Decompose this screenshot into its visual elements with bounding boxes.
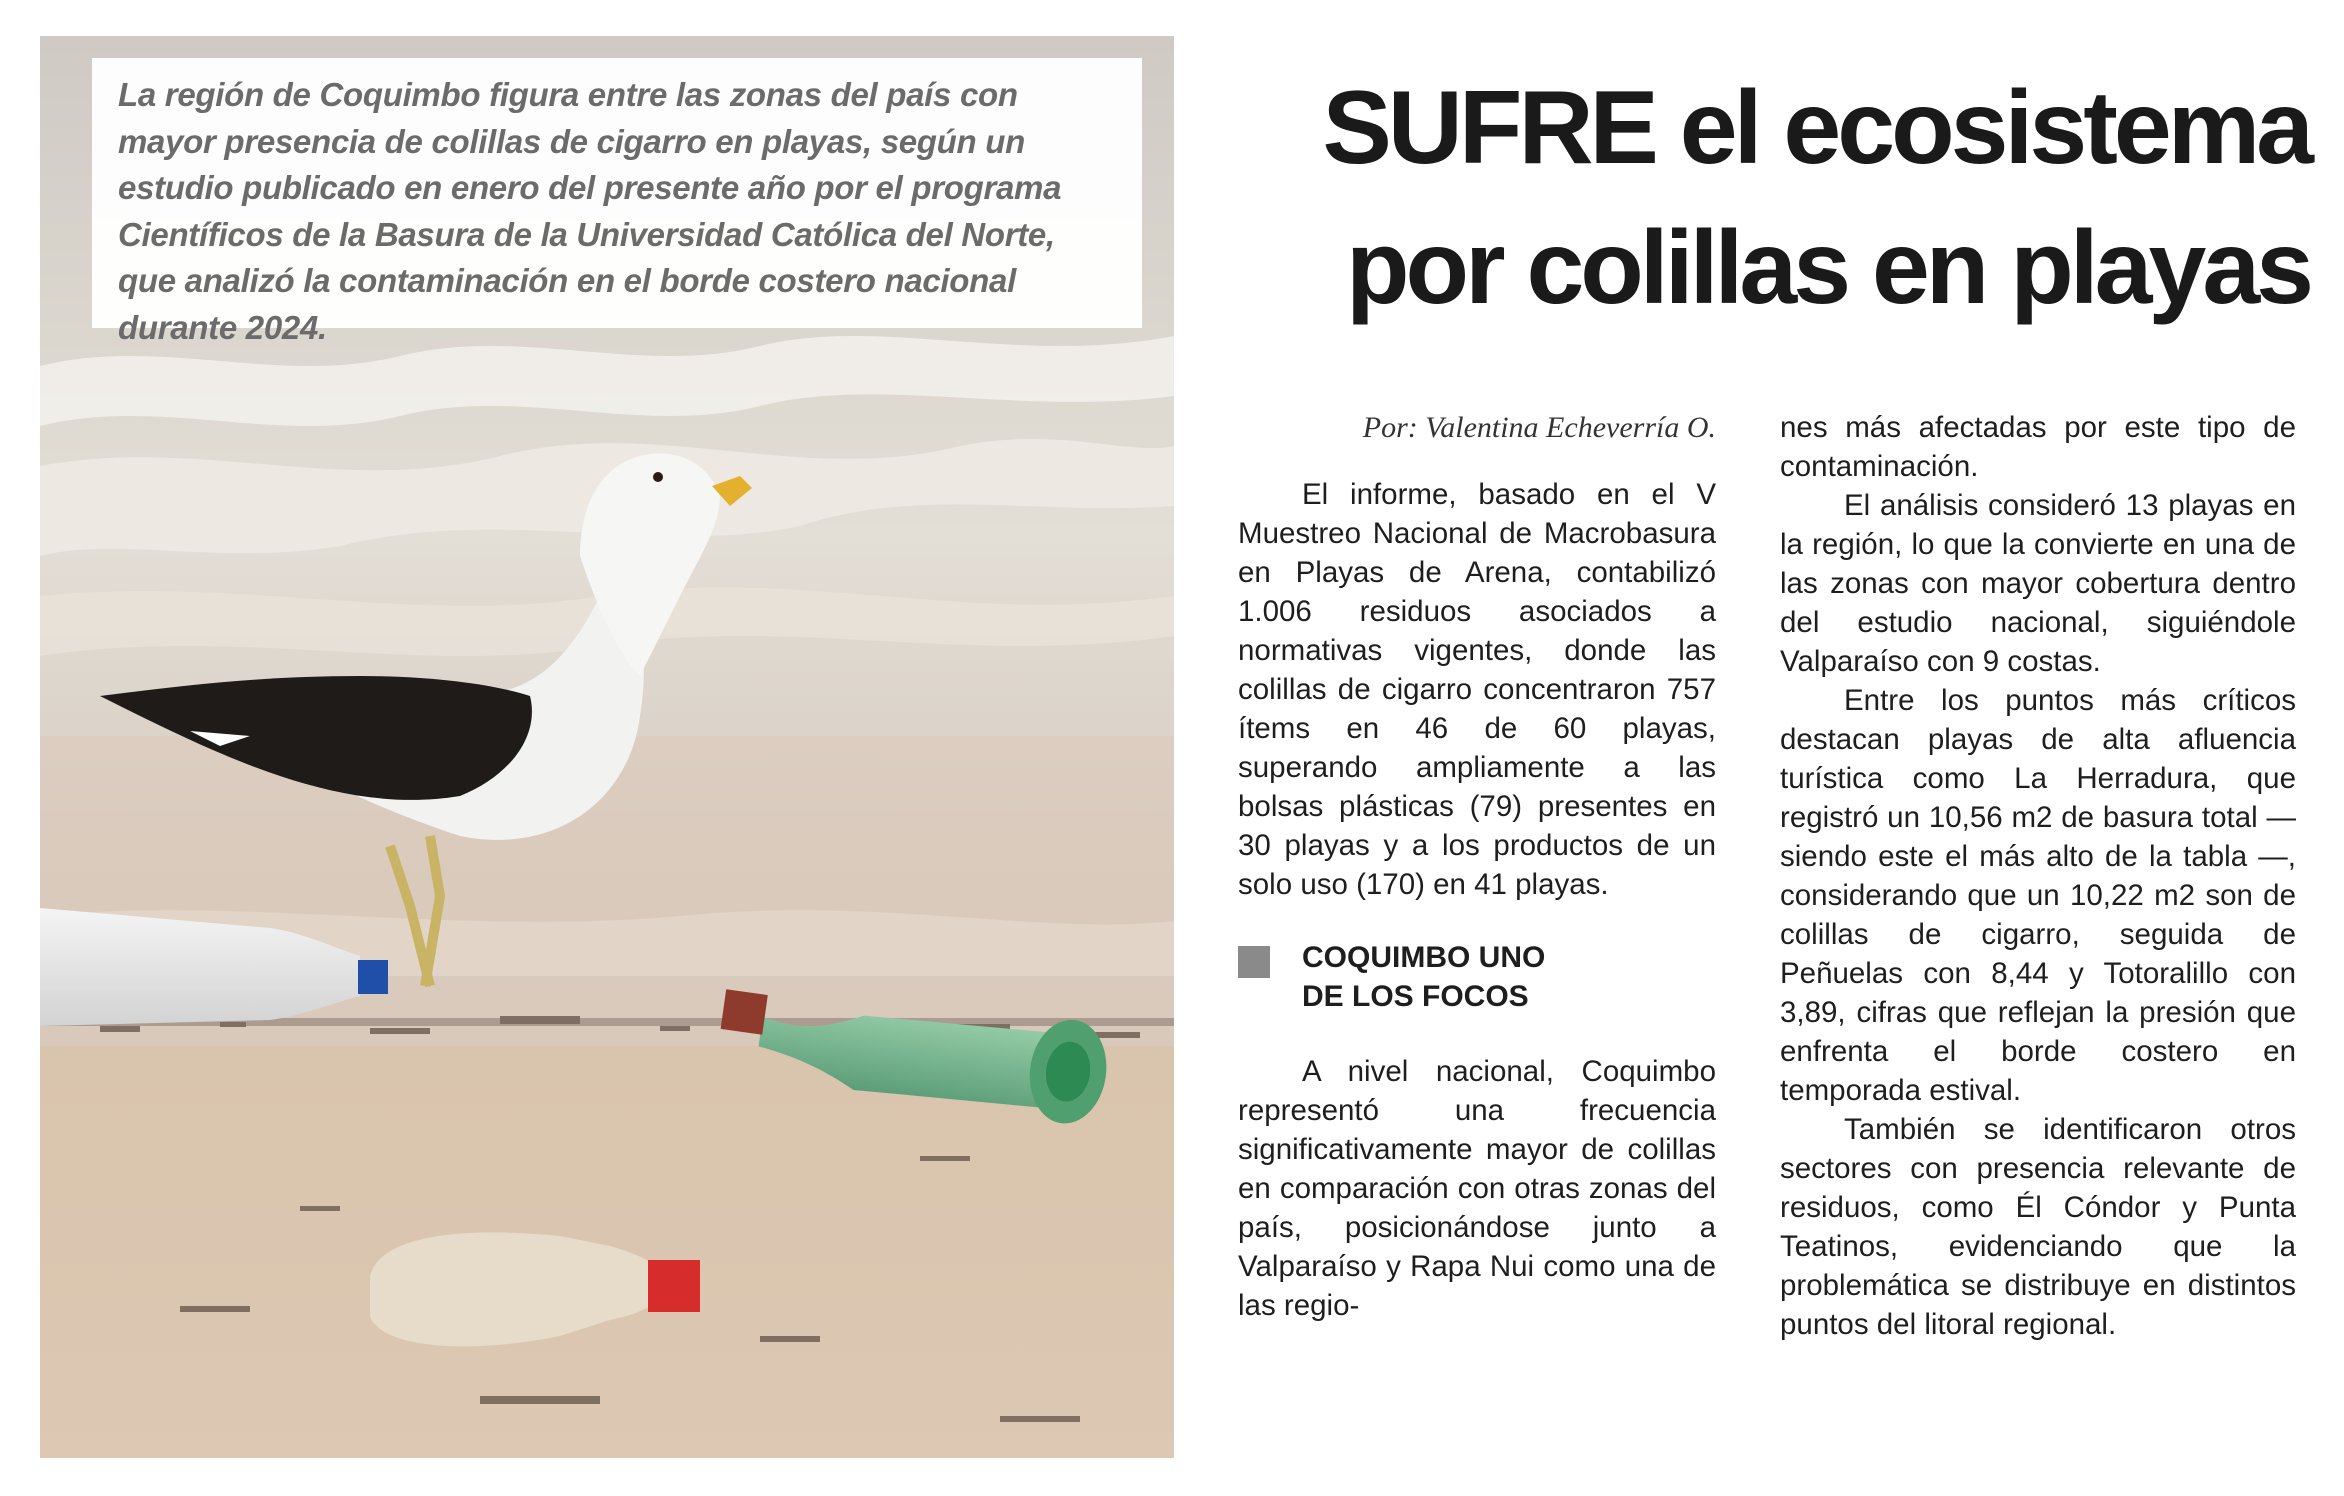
article-photo (40, 36, 1174, 1458)
article-column-1 (1238, 408, 1716, 1325)
headline-line-1: SUFRE el ecosistema (1322, 70, 2310, 186)
paragraph: El informe, basado en el V Muestreo Nacional de Macrobasura en Playas de Arena, contabilizó 1.006 residuos asociados a normativas vigentes, donde las colillas de cigarro concentraron 757 ítems en 46 de 60 playas, superando ampliamente a las bolsas plásticas (79) presentes en 30 playas y a los productos de un solo uso (170) en 41 playas. (1238, 478, 1716, 901)
headline-line-2: por colillas en playas (1346, 210, 2310, 326)
article-column-2 (1780, 408, 2296, 1344)
paragraph: También se identificaron otros sectores con presencia relevante de residuos, como Él Cóndor y Punta Teatinos, evidenciando que la problemática se distribuye en distintos puntos del litoral regional. (1780, 1113, 2296, 1341)
paragraph: A nivel nacional, Coquimbo representó una frecuencia significativamente mayor de colillas en comparación con otras zonas del país, posicionándose junto a Valparaíso y Rapa Nui como una de las regio- (1238, 1055, 1716, 1322)
subheading-line-2: DE LOS FOCOS (1302, 980, 1529, 1013)
article-headline (1240, 58, 2310, 338)
subheading-line-1: COQUIMBO UNO (1302, 941, 1546, 974)
subheading (1238, 938, 1716, 1016)
paragraph: El análisis consideró 13 playas en la región, lo que la convierte en una de las zonas con mayor cobertura dentro del estudio nacional, siguiéndole Valparaíso con 9 costas. (1780, 489, 2296, 678)
photo-caption: La región de Coquimbo figura entre las zonas del país con mayor presencia de colillas de cigarro en playas, según un estudio publicado en enero del presente año por el programa Científicos de la Basura de la Universidad Católica del Norte, que analizó la contaminación en el borde costero nacional durante 2024. (118, 76, 1062, 346)
photo-caption-box (92, 58, 1142, 346)
paragraph: Entre los puntos más críticos destacan playas de alta afluencia turística como La Herradura, que registró un 10,56 m2 de basura total — siendo este el más alto de la tabla —, considerando que un 10,22 m2 son de colillas de cigarro, seguida de Peñuelas con 8,44 y Totoralillo con 3,89, cifras que reflejan la presión que enfrenta el borde costero en temporada estival. (1780, 684, 2296, 1107)
bullet-square-icon (1238, 946, 1270, 978)
paragraph: nes más afectadas por este tipo de contaminación. (1780, 411, 2296, 483)
byline: Por: Valentina Echeverría O. (1362, 411, 1716, 444)
